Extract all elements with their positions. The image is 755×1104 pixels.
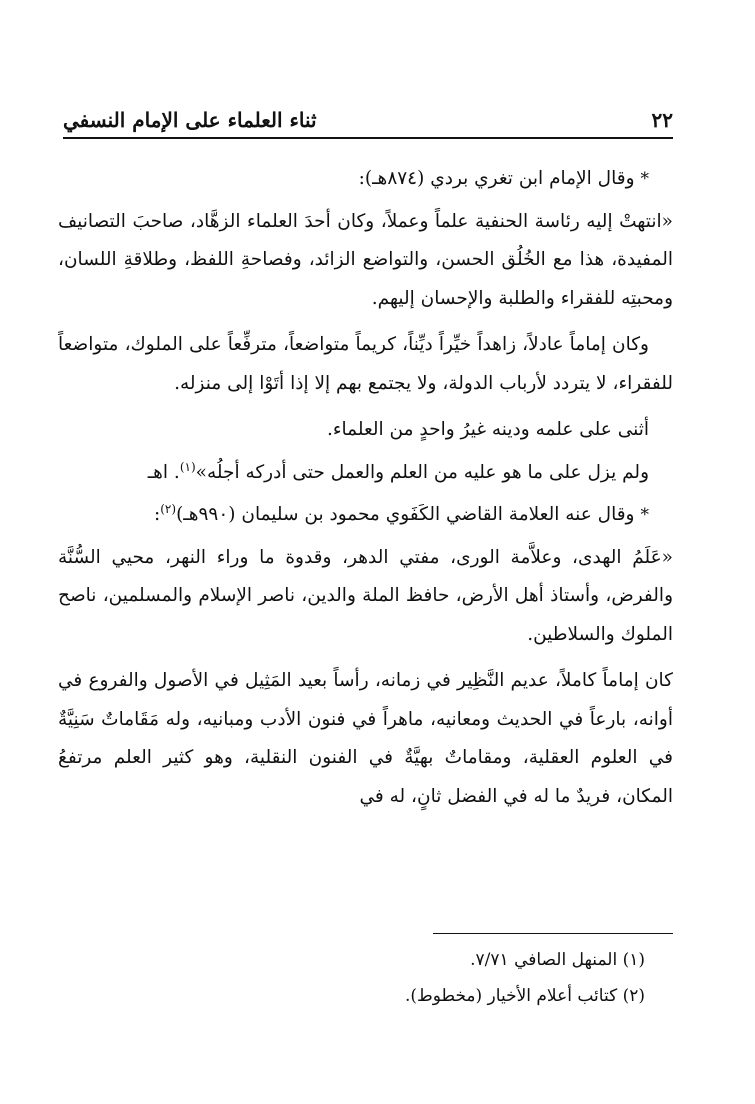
footnote-1: (١) المنهل الصافي ٧/٧١. bbox=[470, 950, 645, 970]
paragraph-kafawi-quote-1: «عَلَمُ الهدى، وعلاَّمة الورى، مفتي الدهر، وقدوة ما وراء النهر، محيي السُّنَّة والفرض، وأستاذ أهل الأرض، حافظ الملة والدين، ناصر الإسلام والمسلمين، ناصح الملوك والسلاطين. bbox=[58, 546, 673, 645]
paragraph-ibn-taghri-birdi-intro: *وقال الإمام ابن تغري بردي (٨٧٤هـ): bbox=[358, 168, 649, 189]
footnotes bbox=[85, 942, 645, 1014]
header-rule bbox=[63, 137, 673, 139]
paragraph-kafawi-intro: *وقال عنه العلامة القاضي الكَفَوي محمود بن سليمان (٩٩٠هـ)$^{(٢)}$: bbox=[154, 501, 649, 525]
footnote-rule bbox=[433, 933, 673, 934]
page-number: ٢٢ bbox=[651, 108, 673, 132]
footnote-ref-2: (٢) bbox=[160, 501, 177, 516]
footnote-ref-1: (١) bbox=[179, 459, 196, 474]
star-bullet: * bbox=[640, 169, 649, 189]
star-bullet: * bbox=[640, 505, 649, 525]
paragraph-quote-3: أثنى على علمه ودينه غيرُ واحدٍ من العلماء. bbox=[326, 419, 649, 440]
footnote-2: (٢) كتائب أعلام الأخيار (مخطوط). bbox=[404, 986, 645, 1006]
body-text bbox=[58, 160, 673, 824]
paragraph-quote-1: «انتهتْ إليه رئاسة الحنفية علماً وعملاً، وكان أحدَ العلماء الزهَّاد، صاحبَ التصانيف المفيدة، هذا مع الخُلُق الحسن، والتواضع الزائد، وفصاحةِ اللفظ، وطلاقةِ اللسان، ومحبتِه للفقراء والطلبة والإحسان إليهم. bbox=[58, 210, 673, 309]
paragraph-quote-2: وكان إماماً عادلاً، زاهداً خيِّراً ديِّناً، كريماً متواضعاً، مترفِّعاً على الملوك، متواضعاً للفقراء، لا يتردد لأرباب الدولة، ولا يجتمع بهم إلا إذا أتَوْا إلى منزله. bbox=[58, 334, 673, 394]
paragraph-quote-4: ولم يزل على ما هو عليه من العلم والعمل حتى أدركه أجلُه»$^{(١)}$. اهـ bbox=[147, 459, 649, 483]
page-header bbox=[63, 100, 673, 132]
paragraph-kafawi-quote-2: كان إماماً كاملاً، عديم النَّظِير في زمانه، رأساً بعيد المَثِيل في الأصول والفروع في أوانه، بارعاً في الحديث ومعانيه، ماهراً في فنون الأدب ومبانيه، وله مَقَاماتٌ سَنِيَّةٌ في العلوم العقلية، ومقاماتٌ بهيَّةٌ في الفنون النقلية، وهو كثير العلم مرتفعُ المكان، فريدٌ ما له في الفضل ثانٍ، له في bbox=[58, 670, 673, 807]
running-title: ثناء العلماء على الإمام النسفي bbox=[63, 108, 317, 132]
